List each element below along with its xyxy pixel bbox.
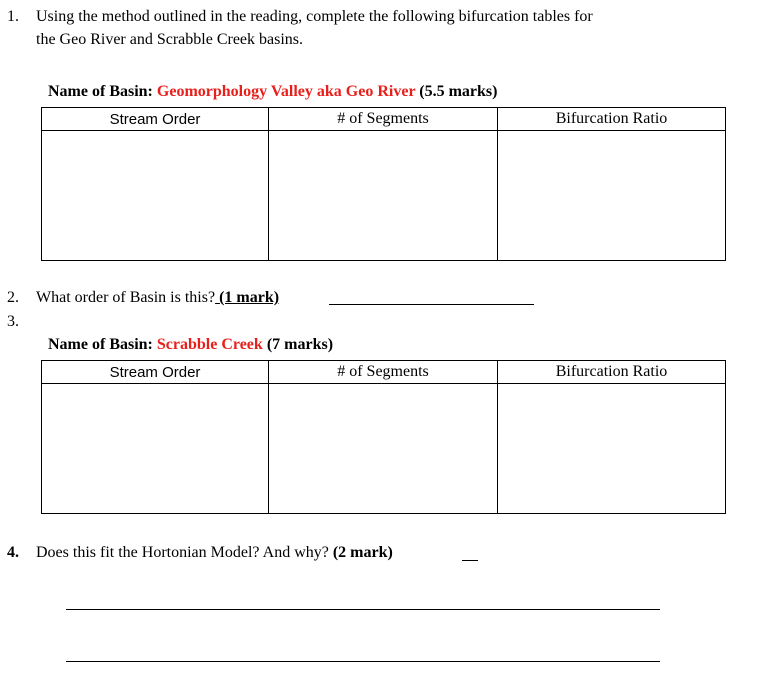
header-number-of-segments: # of Segments: [269, 361, 498, 384]
header-stream-order: Stream Order: [42, 361, 269, 384]
question-2: [36, 287, 279, 309]
question-2-text: What order of Basin is this?: [36, 289, 216, 306]
bifurcation-ratio-cell[interactable]: [498, 131, 726, 261]
header-stream-order: Stream Order: [42, 108, 269, 131]
table-2-marks: (7 marks): [266, 336, 334, 353]
question-1-number: 1.: [7, 8, 19, 25]
question-1-text-line1: Using the method outlined in the reading, complete the following bifurcation tables for: [36, 8, 593, 25]
segments-cell[interactable]: [269, 384, 498, 514]
question-1-text-line2: the Geo River and Scrabble Creek basins.: [36, 31, 304, 48]
answer-line-q4-1[interactable]: [66, 609, 660, 610]
bifurcation-table-geo-river: [41, 107, 726, 261]
table-header-row: [42, 361, 726, 384]
table-header-row: [42, 108, 726, 131]
header-bifurcation-ratio: Bifurcation Ratio: [498, 361, 726, 384]
question-4: [36, 542, 393, 564]
table-row: [42, 384, 726, 514]
table-2-basin-name: Scrabble Creek: [156, 336, 263, 353]
question-2-number: 2.: [7, 289, 19, 306]
table-2-label: Name of Basin:: [48, 336, 153, 353]
table-2-title: [48, 335, 333, 355]
answer-line-q4-inline[interactable]: [462, 560, 478, 561]
table-1-title: [48, 82, 497, 102]
answer-line-q2[interactable]: [329, 304, 534, 305]
table-1-basin-name: Geomorphology Valley aka Geo River: [156, 83, 416, 100]
table-1-marks: (5.5 marks): [419, 83, 498, 100]
question-2-mark: (1 mark): [219, 289, 280, 306]
header-bifurcation-ratio: Bifurcation Ratio: [498, 108, 726, 131]
segments-cell[interactable]: [269, 131, 498, 261]
question-4-mark: (2 mark): [332, 544, 393, 561]
bifurcation-ratio-cell[interactable]: [498, 384, 726, 514]
table-row: [42, 131, 726, 261]
question-3-number: 3.: [7, 313, 19, 330]
answer-line-q4-2[interactable]: [66, 661, 660, 662]
question-4-number: 4.: [7, 544, 19, 561]
bifurcation-table-scrabble-creek: [41, 360, 726, 514]
header-number-of-segments: # of Segments: [269, 108, 498, 131]
stream-order-cell[interactable]: [42, 384, 269, 514]
question-4-text: Does this fit the Hortonian Model? And why?: [36, 544, 329, 561]
stream-order-cell[interactable]: [42, 131, 269, 261]
table-1-label: Name of Basin:: [48, 83, 153, 100]
